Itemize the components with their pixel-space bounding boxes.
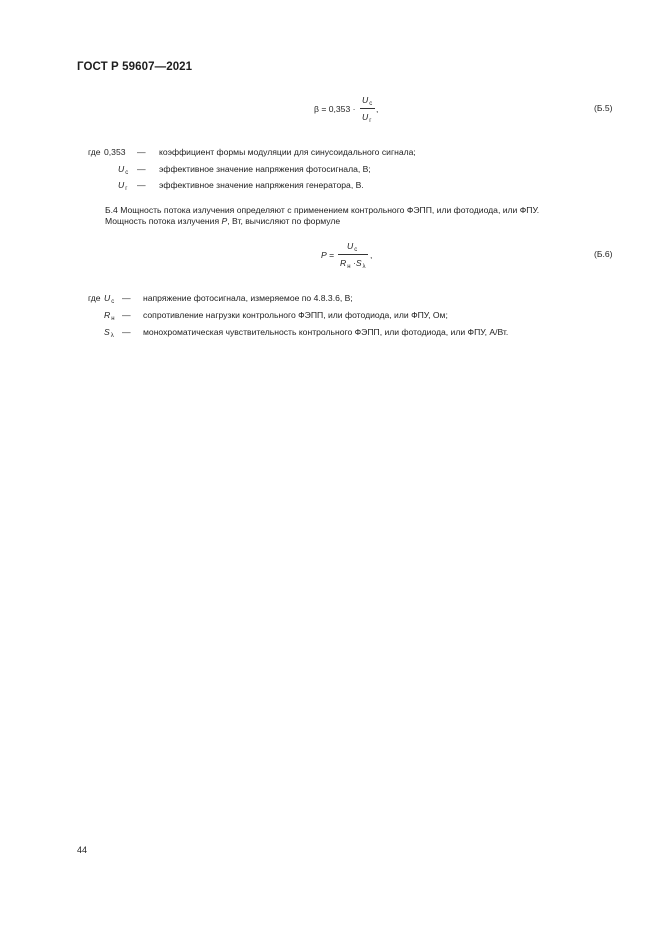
where-lead: где [88,147,101,157]
where-symbol: $R_н$ [104,310,115,322]
formula-b6-denominator: $R_н \cdot S_\lambda$ [340,258,366,270]
formula-b6-number: (Б.6) [594,249,613,259]
formula-b5-number: (Б.5) [594,103,613,113]
where-symbol: 0,353 [104,147,126,157]
formula-b6-numerator: $U_c$ [347,241,358,253]
paragraph-line: Мощность потока излучения P, Вт, вычисляют по формуле [105,216,341,226]
where-symbol: $U_c$ [118,164,129,176]
where-definition: коэффициент формы модуляции для синусоидального сигнала; [159,147,416,157]
where-dash: — [137,147,146,157]
formula-b5-denominator: $U_г$ [362,112,372,124]
where-symbol: $U_г$ [118,180,128,192]
formula-b6-tail: , [370,250,373,260]
where-dash: — [122,310,131,320]
where-definition: монохроматическая чувствительность контрольного ФЭПП, или фотодиода, или ФПУ, А/Вт. [143,327,509,337]
formula-b5-numerator: $U_c$ [362,95,373,107]
where-dash: — [122,293,131,303]
formula-b6-fraction-bar [338,254,368,255]
where-definition: сопротивление нагрузки контрольного ФЭПП, или фотодиода, или ФПУ, Ом; [143,310,448,320]
where-dash: — [137,180,146,190]
where-definition: эффективное значение напряжения генератора, В. [159,180,364,190]
formula-b5-tail: , [376,104,379,114]
where-definition: напряжение фотосигнала, измеряемое по 4.8.3.6, В; [143,293,353,303]
where-symbol: $U_c$ [104,293,115,305]
where-definition: эффективное значение напряжения фотосигнала, В; [159,164,371,174]
formula-b5-fraction-bar [360,108,375,109]
where-symbol: $S_\lambda$ [104,327,114,339]
paragraph-line: Б.4 Мощность потока излучения определяют с применением контрольного ФЭПП, или фотодиода, или ФПУ. [105,205,540,215]
where-lead: где [88,293,101,303]
document-header-title: ГОСТ Р 59607—2021 [77,61,193,73]
formula-b5-lhs: β = 0,353 · [314,104,356,114]
formula-b6-lhs: P = [321,250,335,260]
page-number: 44 [77,845,88,855]
where-dash: — [137,164,146,174]
where-dash: — [122,327,131,337]
